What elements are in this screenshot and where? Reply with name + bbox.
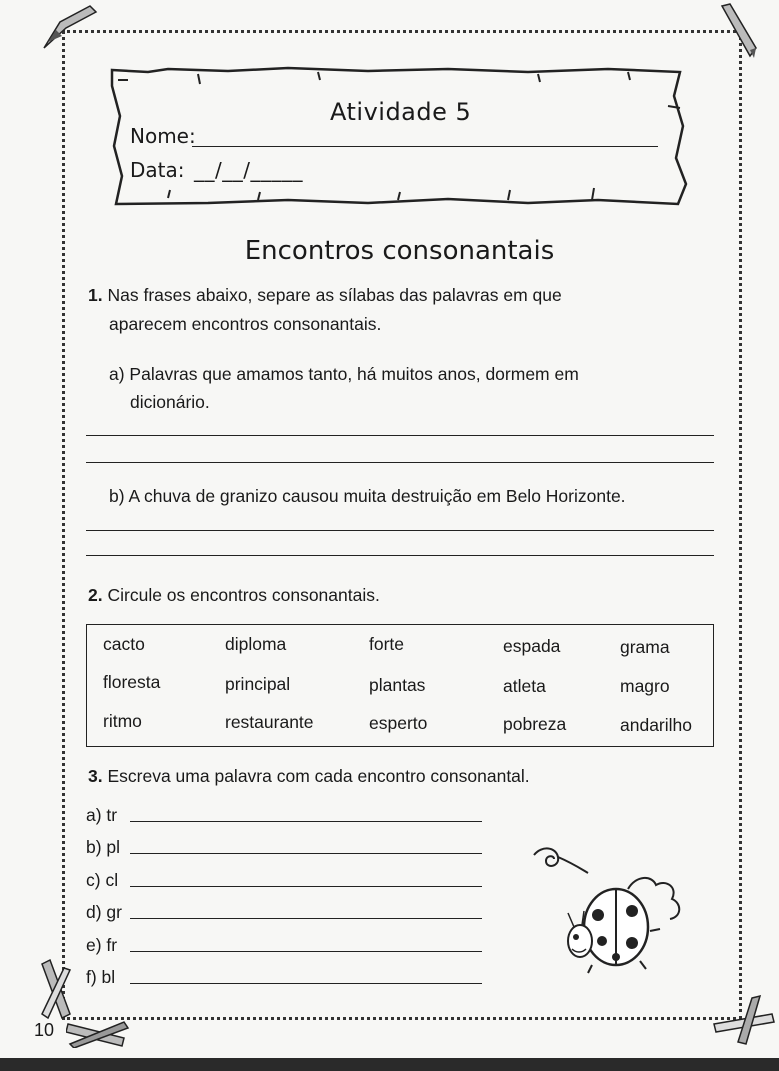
word-plantas[interactable]: plantas (369, 675, 426, 695)
word-espada[interactable]: espada (503, 636, 561, 656)
q1a-line2: dicionário. (130, 392, 210, 412)
q3-item-gr: d) gr (86, 902, 122, 922)
word-table (86, 624, 714, 747)
activity-title: Atividade 5 (330, 98, 472, 126)
q3-item-cl: c) cl (86, 870, 119, 890)
word-atleta[interactable]: atleta (503, 676, 546, 696)
q3-text: Escreva uma palavra com cada encontro consonantal. (107, 766, 530, 786)
q3-answer-gr[interactable] (130, 918, 482, 919)
section-title: Encontros consonantais (244, 236, 555, 266)
q1b-answer-line-2[interactable] (86, 555, 714, 556)
q3-number: 3. (88, 766, 103, 786)
ladybug-icon (532, 845, 692, 980)
q2-line (88, 584, 380, 606)
pencil-icon (40, 2, 100, 52)
word-esperto[interactable]: esperto (369, 713, 428, 733)
q3-item-fr: e) fr (86, 935, 118, 955)
word-principal[interactable]: principal (225, 674, 291, 694)
q2-text: Circule os encontros consonantais. (107, 585, 380, 605)
name-field[interactable] (192, 145, 658, 147)
pencil-icon (36, 958, 76, 1022)
pencil-icon (66, 1018, 130, 1048)
word-grama[interactable]: grama (620, 637, 670, 657)
q3-item-pl: b) pl (86, 837, 121, 857)
q1b-line1: b) A chuva de granizo causou muita destruição em Belo Horizonte. (109, 486, 626, 506)
date-label: Data: (130, 158, 185, 182)
q3-answer-cl[interactable] (130, 886, 482, 887)
word-pobreza[interactable]: pobreza (503, 714, 567, 734)
word-andarilho[interactable]: andarilho (620, 715, 692, 735)
q1-line2: aparecem encontros consonantais. (109, 314, 382, 334)
q3-line (88, 765, 530, 787)
q3-answer-tr[interactable] (130, 821, 482, 822)
q3-answer-pl[interactable] (130, 853, 482, 854)
page-number: 10 (34, 1020, 55, 1040)
word-forte[interactable]: forte (369, 634, 405, 654)
word-cacto[interactable]: cacto (103, 634, 145, 654)
q1b-answer-line-1[interactable] (86, 530, 714, 531)
word-diploma[interactable]: diploma (225, 634, 287, 654)
q3-answer-fr[interactable] (130, 951, 482, 952)
q1-text: Nas frases abaixo, separe as sílabas das palavras em que (107, 285, 562, 305)
q1a-answer-line-2[interactable] (86, 462, 714, 463)
q3-item-bl: f) bl (86, 967, 116, 987)
q1a-answer-line-1[interactable] (86, 435, 714, 436)
word-ritmo[interactable]: ritmo (103, 711, 142, 731)
pencil-icon (712, 994, 776, 1048)
pencil-icon (716, 0, 766, 60)
word-restaurante[interactable]: restaurante (225, 712, 314, 732)
q3-item-tr: a) tr (86, 805, 118, 825)
word-magro[interactable]: magro (620, 676, 670, 696)
name-label: Nome: (130, 124, 196, 148)
date-field[interactable]: __/__/_____ (194, 158, 303, 182)
word-floresta[interactable]: floresta (103, 672, 161, 692)
q1-line1 (88, 284, 562, 306)
q3-answer-bl[interactable] (130, 983, 482, 984)
scan-bottom-edge (0, 1058, 779, 1071)
q1a-line1: a) Palavras que amamos tanto, há muitos anos, dormem em (109, 364, 579, 384)
q2-number: 2. (88, 585, 103, 605)
q1-number: 1. (88, 285, 103, 305)
